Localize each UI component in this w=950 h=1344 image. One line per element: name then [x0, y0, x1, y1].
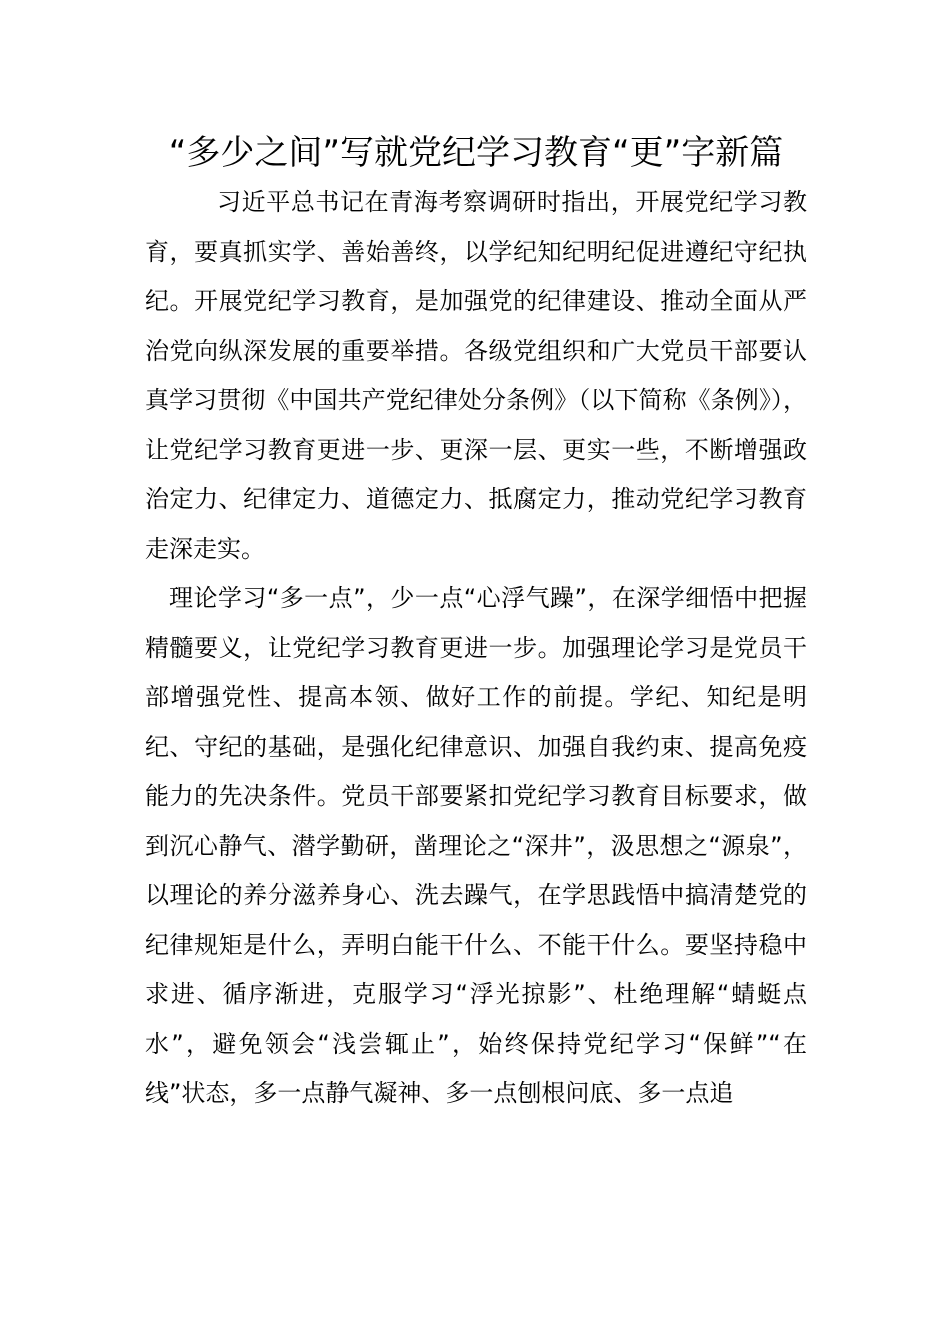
paragraph-intro: 习近平总书记在青海考察调研时指出，开展党纪学习教育，要真抓实学、善始善终，以学纪知纪明纪促进遵纪守纪执纪。开展党纪学习教育，是加强党的纪律建设、推动全面从严治党向纵深发展的重要举措。各级党组织和广大党员干部要认真学习贯彻《中国共产党纪律处分条例》（以下简称《条例》），让党纪学习教育更进一步、更深一层、更实一些，不断增强政治定力、纪律定力、道德定力、抵腐定力，推动党纪学习教育走深走实。 [145, 188, 807, 563]
document-title: “多少之间”写就党纪学习教育“更”字新篇 [168, 133, 784, 173]
paragraph-theory-study: 理论学习“多一点”，少一点“心浮气躁”，在深学细悟中把握精髓要义，让党纪学习教育更进一步。加强理论学习是党员干部增强党性、提高本领、做好工作的前提。学纪、知纪是明纪、守纪的基础，是强化纪律意识、加强自我约束、提高免疫能力的先决条件。党员干部要紧扣党纪学习教育目标要求，做到沉心静气、潜学勤研，凿理论之“深井”，汲思想之“源泉”，以理论的养分滋养身心、洗去躁气，在学思践悟中搞清楚党的纪律规矩是什么，弄明白能干什么、不能干什么。要坚持稳中求进、循序渐进，克服学习“浮光掠影”、杜绝理解“蜻蜓点水”，避免领会“浅尝辄止”，始终保持党纪学习“保鲜”“在线”状态，多一点静气凝神、多一点刨根问底、多一点追 [145, 584, 807, 1107]
document-page [145, 128, 807, 1119]
